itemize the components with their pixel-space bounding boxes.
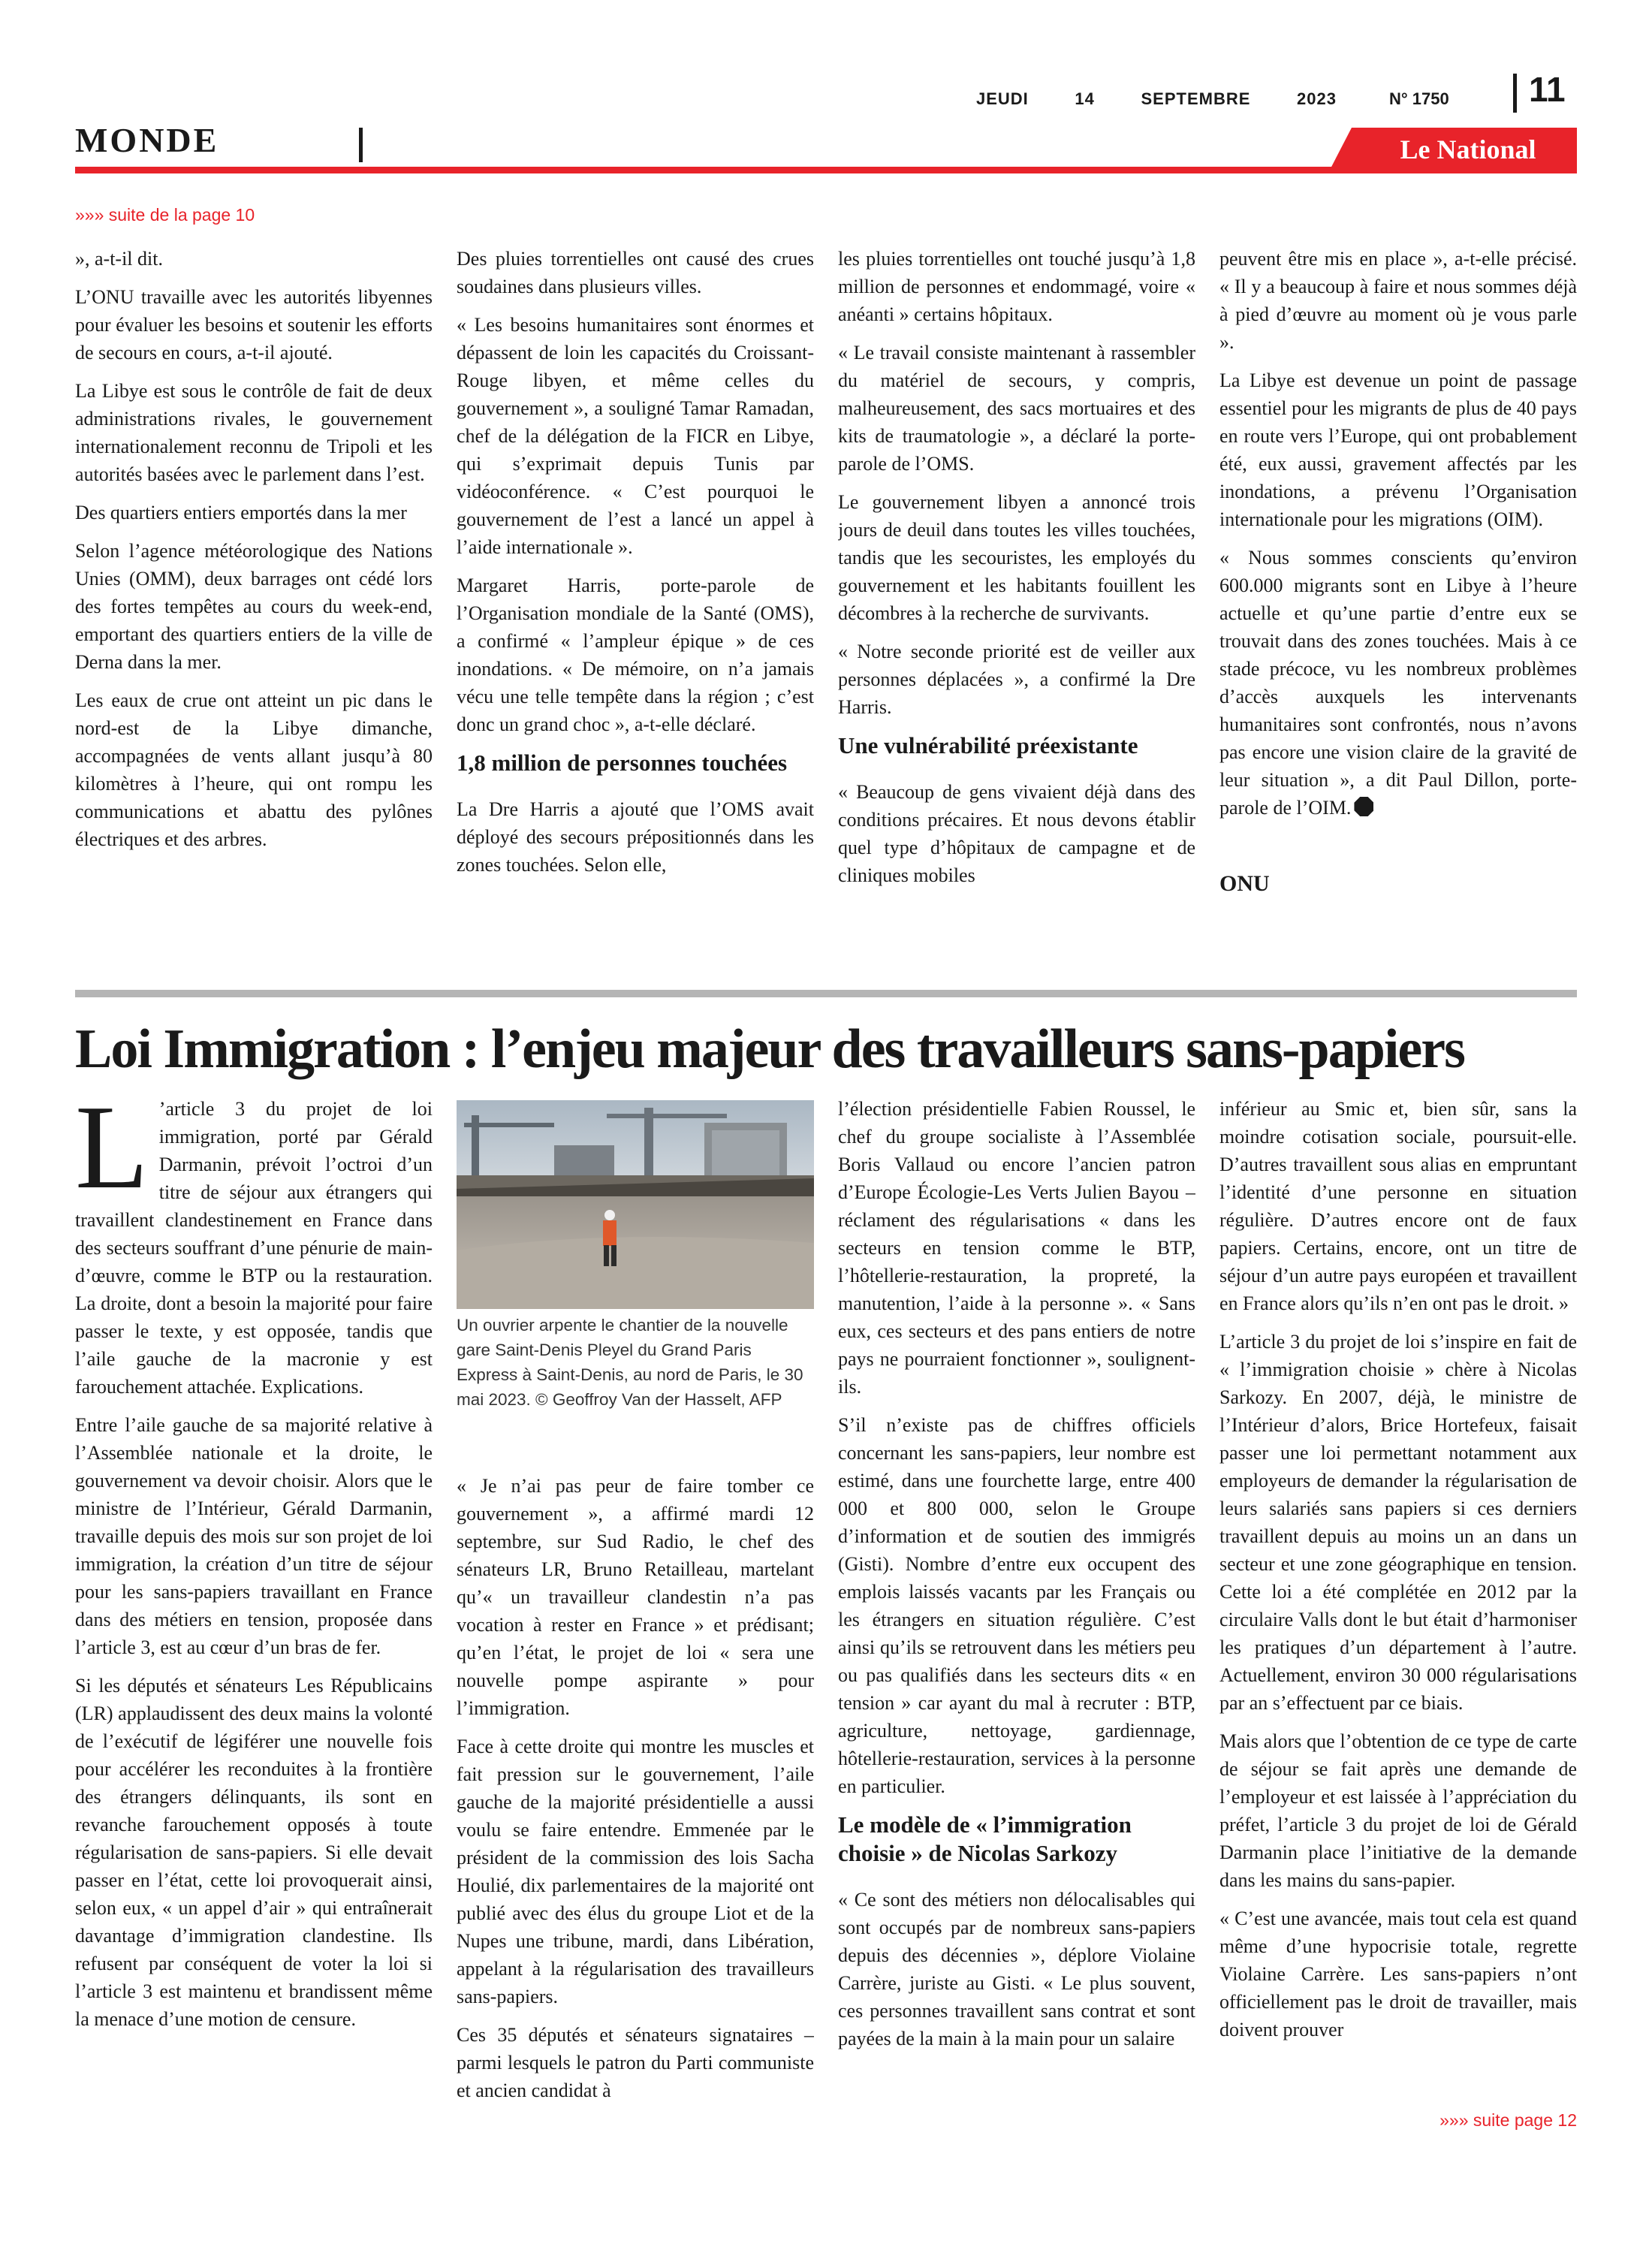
paragraph: L’article 3 du projet de loi s’inspire en fait de « l’immigration choisie » chère à Nicolas Sarkozy. En 2007, déjà, le ministre de l’Intérieur d’alors, Brice Hortefeux, faisait passer une loi permettant notamment aux employeurs de demander la régularisation de leurs salariés sans papiers si ces derniers travaillent depuis au moins un an dans un secteur et une zone géographique en tension. Cette loi a été complétée en 2012 par la circulaire Valls dont le but était d’harmoniser les pratiques d’un département à l’autre. Actuellement, environ 30 000 régularisations par an s’effectuent par ce biais.: [1219, 1331, 1577, 1714]
paragraph: « C’est une avancée, mais tout cela est quand même d’une hypocrisie totale, regrette Violaine Carrère. Les sans-papiers n’ont officiellement pas le droit de travailler, mais doivent prouver: [1219, 1908, 1577, 2040]
subheading: Une vulnérabilité préexistante: [838, 732, 1138, 759]
paragraph: Entre l’aile gauche de sa majorité relative à l’Assemblée nationale et la droite, le gouvernement va devoir choisir. Alors que le ministre de l’Intérieur, Gérald Darmanin, travaille depuis des mois sur son projet de loi immigration, la création d’un titre de séjour pour les sans-papiers travaillant en France dans des métiers en tension, proposée dans l’article 3, est au cœur d’un bras de fer.: [75, 1414, 433, 1658]
paragraph: La Libye est sous le contrôle de fait de deux administrations rivales, le gouvernement internationalement reconnu de Tripoli et les autorités basées avec le parlement dans l’est.: [75, 380, 433, 485]
lead-paragraph: [75, 1095, 433, 1401]
paragraph: La Dre Harris a ajouté que l’OMS avait déployé des secours prépositionnés dans les zones touchées. Selon elle,: [457, 798, 814, 876]
continued-from-link[interactable]: »»» suite de la page 10: [75, 205, 255, 225]
article2-column-3: [838, 1095, 1195, 2101]
photo-caption: Un ouvrier arpente le chantier de la nouvelle gare Saint-Denis Pleyel du Grand Paris Express à Saint-Denis, au nord de Paris, le 30 mai 2023. © Geoffroy Van der Hasselt, AFP: [457, 1316, 803, 1409]
paragraph: La Libye est devenue un point de passage essentiel pour les migrants de plus de 40 pays en route vers l’Europe, qui ont probablement été, eux aussi, gravement affectés par les inondations, a prévenu l’Organisation internationale pour les migrations (OIM).: [1219, 369, 1577, 530]
section-divider: [359, 128, 363, 162]
article1-column-3: [838, 245, 1195, 962]
paragraph: Face à cette droite qui montre les muscles et fait pression sur le gouvernement, l’aile gauche de la majorité présidentielle a aussi voulu se faire entendre. Emmenée par le président de la commission des lois Sacha Houlié, dix parlementaires de la majorité ont publié avec des élus du groupe Liot et de la Nupes une tribune, mardi, dans Libération, appelant à la régularisation des travailleurs sans-papiers.: [457, 1736, 814, 2007]
paragraph: Mais alors que l’obtention de ce type de carte de séjour se fait après une demande de l’employeur et est laissée à l’appréciation du préfet, l’article 3 du projet de loi de Gérald Darmanin place l’initiative de la demande dans les mains du sans-papier.: [1219, 1730, 1577, 1891]
lead-text: ’article 3 du projet de loi immigration, porté par Gérald Darmanin, prévoit l’octroi d’un titre de séjour aux étrangers qui travaillent clandestinement en France dans des secteurs souffrant d’une pénurie de main-d’œuvre, comme le BTP ou la restauration. La droite, dont a besoin la majorité pour faire passer le texte, y est opposée, tandis que l’aile gauche de la macronie y est farouchement attachée. Explications.: [75, 1098, 433, 1398]
paragraph: Margaret Harris, porte-parole de l’Organisation mondiale de la Santé (OMS), a confirmé « l’ampleur épique » de ces inondations. « De mémoire, on n’a jamais vécu une telle tempête dans la région ; c’est donc un grand choc », a-t-elle déclaré.: [457, 575, 814, 735]
paragraph: l’élection présidentielle Fabien Roussel, le chef du groupe socialiste à l’Assemblée Boris Vallaud ou encore l’ancien patron d’Europe Écologie-Les Verts Julien Bayou – réclament des régularisations « dans les secteurs en tension comme le BTP, l’hôtellerie-restauration, la propreté, la manutention, l’aide à la personne ». « Sans eux, ces secteurs et des pans entiers de notre pays ne pourraient fonctionner », soulignent-ils.: [838, 1098, 1195, 1398]
paragraph: « Beaucoup de gens vivaient déjà dans des conditions précaires. Et nous devons établir quel type d’hôpitaux de campagne et de cliniques mobiles: [838, 781, 1195, 886]
paragraph: Les eaux de crue ont atteint un pic dans le nord-est de la Libye dimanche, accompagnées de vents allant jusqu’à 80 kilomètres à l’heure, qui ont rompu les communications et abattu des pylônes électriques et des arbres.: [75, 689, 433, 850]
issue-month: SEPTEMBRE: [1141, 89, 1251, 108]
paragraph: Le gouvernement libyen a annoncé trois jours de deuil dans toutes les villes touchées, tandis que les secouristes, les employés du gouvernement et les habitants fouillent les décombres à la recherche de survivants.: [838, 491, 1195, 624]
paragraph: Des quartiers entiers emportés dans la mer: [75, 502, 407, 523]
paragraph: « Ce sont des métiers non délocalisables qui sont occupés par de nombreux sans-papiers depuis des décennies », déplore Violaine Carrère, juriste au Gisti. « Le plus souvent, ces personnes travaillent sans contrat et sont payées de la main à la main pour un salaire: [838, 1889, 1195, 2049]
section-title: MONDE: [75, 121, 219, 159]
paragraph: L’ONU travaille avec les autorités libyennes pour évaluer les besoins et soutenir les efforts de secours en cours, a-t-il ajouté.: [75, 286, 433, 363]
article1-column-2: [457, 245, 814, 962]
paragraph: inférieur au Smic et, bien sûr, sans la moindre cotisation sociale, poursuit-elle. D’autres travaillent sous alias en empruntant l’identité d’une personne en situation régulière. D’autres encore ont de faux papiers. Certains, encore, ont un titre de séjour d’un autre pays européen et travaillent en France alors qu’ils n’en ont pas le droit. »: [1219, 1098, 1577, 1314]
article2-column-4: [1219, 1095, 1577, 2101]
issue-date-number: 14: [1075, 89, 1095, 108]
paragraph: », a-t-il dit.: [75, 248, 163, 270]
subheading: 1,8 million de personnes touchées: [457, 749, 788, 776]
issue-year: 2023: [1297, 89, 1337, 108]
paragraph-text: « Nous sommes conscients qu’environ 600.000 migrants sont en Libye à l’heure actuelle et qu’une partie d’entre eux se trouvait dans des zones touchées. Mais à ce stade précoce, vu les nombreux problèmes d’accès auxquels les intervenants humanitaires sont confrontés, nous n’avons pas encore une vision claire de la gravité de leur situation », a dit Paul Dillon, porte-parole de l’OIM.: [1219, 547, 1577, 819]
construction-site-photo: [457, 1100, 814, 1309]
end-mark-icon: [1354, 797, 1373, 816]
paragraph: « Notre seconde priorité est de veiller aux personnes déplacées », a confirmé la Dre Harris.: [838, 641, 1195, 718]
article2-column-2: [457, 1472, 814, 2101]
paragraph: « Le travail consiste maintenant à rassembler du matériel de secours, y compris, malheureusement, des sacs mortuaires et des kits de traumatologie », a déclaré la porte-parole de l’OMS.: [838, 342, 1195, 475]
paragraph: « Je n’ai pas peur de faire tomber ce gouvernement », a affirmé mardi 12 septembre, sur Sud Radio, le chef des sénateurs LR, Bruno Retailleau, martelant qu’« un travailleur clandestin n’a pas vocation à rester en France » et prédisant; qu’en l’état, le projet de loi « sera une nouvelle pompe aspirante » pour l’immigration.: [457, 1475, 814, 1719]
continued-on-link[interactable]: »»» suite page 12: [1439, 2110, 1577, 2130]
paragraph: « Les besoins humanitaires sont énormes et dépassent de loin les capacités du Croissant-Rouge libyen, et même celles du gouvernement », a souligné Tamar Ramadan, chef de la délégation de la FICR en Libye, qui s’exprimait depuis Tunis par vidéoconférence. « C’est pourquoi le gouvernement de l’est a lancé un appel à l’aide internationale ».: [457, 314, 814, 558]
page-number: 11: [1529, 70, 1566, 109]
header-divider: [1513, 74, 1517, 113]
drop-cap: L: [75, 1095, 149, 1214]
issue-number: N° 1750: [1389, 89, 1449, 108]
paragraph: Ces 35 députés et sénateurs signataires – parmi lesquels le patron du Parti communiste et ancien candidat à: [457, 2024, 814, 2101]
article2-column-1: [75, 1095, 433, 2101]
paragraph: S’il n’existe pas de chiffres officiels concernant les sans-papiers, leur nombre est estimé, dans une fourchette large, entre 400 000 et 800 000, selon le Groupe d’information et de soutien des immigrés (Gisti). Nombre d’entre eux occupent des emplois laissés vacants par les Français ou les étrangers en situation régulière. C’est ainsi qu’ils se retrouvent dans les métiers peu ou pas qualifiés dans les secteurs dits « en tension » car ayant du mal à recruter : BTP, agriculture, nettoyage, gardiennage, hôtellerie-restauration, services à la personne en particulier.: [838, 1414, 1195, 1797]
paragraph: Si les députés et sénateurs Les Républicains (LR) applaudissent des deux mains la volonté de l’exécutif de légiférer une nouvelle fois pour accélérer les reconduites à la frontière des étrangers délinquants, ils sont en revanche farouchement opposés à toute régularisation de sans-papiers. Si elle devait passer en l’état, cette loi provoquerait ainsi, selon eux, « un appel d’air » qui entraînerait davantage d’immigration clandestine. Ils refusent par conséquent de voter la loi si l’article 3 est maintenu et brandissent même la menace d’une motion de censure.: [75, 1675, 433, 2030]
article-separator: [75, 990, 1577, 997]
article1-column-4: [1219, 245, 1577, 962]
newspaper-name: Le National: [1400, 134, 1536, 164]
paragraph: peuvent être mis en place », a-t-elle précisé. « Il y a beaucoup à faire et nous sommes déjà à pied d’œuvre au moment où je vous parle ».: [1219, 248, 1577, 353]
paragraph: Des pluies torrentielles ont causé des crues soudaines dans plusieurs villes.: [457, 248, 814, 297]
article-author: ONU: [1219, 871, 1270, 896]
paragraph-last: [1219, 544, 1577, 822]
paragraph: les pluies torrentielles ont touché jusqu’à 1,8 million de personnes et endommagé, voire « anéanti » certains hôpitaux.: [838, 248, 1195, 325]
article2-headline: Loi Immigration : l’enjeu majeur des travailleurs sans-papiers: [75, 1018, 1464, 1080]
issue-date: [976, 84, 1337, 114]
subheading: Le modèle de « l’immigration choisie » de Nicolas Sarkozy: [838, 1811, 1132, 1866]
article1-column-1: [75, 245, 433, 962]
paragraph: Selon l’agence météorologique des Nations Unies (OMM), deux barrages ont cédé lors des fortes tempêtes au cours du week-end, emportant des quartiers entiers de la ville de Derna dans la mer.: [75, 540, 433, 673]
issue-day: JEUDI: [976, 89, 1029, 108]
